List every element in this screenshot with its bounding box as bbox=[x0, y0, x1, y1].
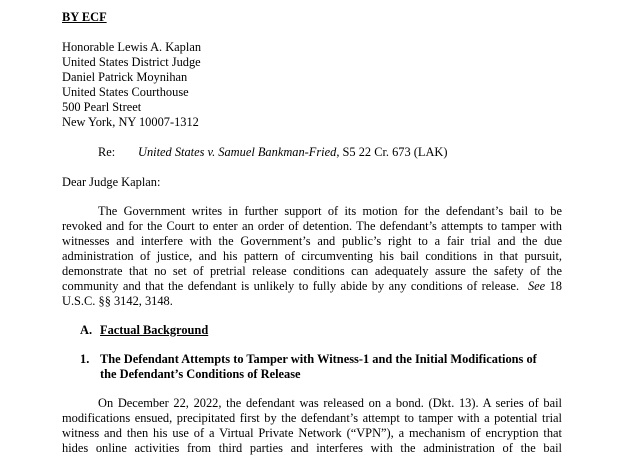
paragraph-line: revoked and for the Court to enter an order of detention. The defendant’s attempts to tamper with bbox=[62, 219, 562, 233]
address-line: New York, NY 10007-1312 bbox=[62, 115, 199, 129]
paragraph-line: The Government writes in further support of its motion for the defendant’s bail to be bbox=[98, 204, 562, 218]
section-title-line: The Defendant Attempts to Tamper with Witness-1 and the Initial Modifications of bbox=[100, 352, 537, 366]
section-title-line: the Defendant’s Conditions of Release bbox=[100, 367, 301, 381]
paragraph-line: witness and then his use of a Virtual Private Network (“VPN”), a mechanism of encryption that bbox=[62, 426, 562, 440]
see-signal: See bbox=[527, 279, 546, 293]
paragraph-text: community and that the defendant is unlikely to fully abide by any conditions of release. bbox=[62, 279, 520, 293]
address-line: United States District Judge bbox=[62, 55, 201, 69]
re-case bbox=[138, 145, 448, 160]
paragraph-line: On December 22, 2022, the defendant was released on a bond. (Dkt. 13). A series of bail bbox=[98, 396, 562, 410]
address-line: Honorable Lewis A. Kaplan bbox=[62, 40, 202, 54]
citation-line: U.S.C. §§ 3142, 3148. bbox=[62, 294, 173, 308]
paragraph-line: demonstrate that no set of pretrial release conditions can adequately assure the safety of the bbox=[62, 264, 562, 278]
paragraph-line: witnesses and interfere with the Government’s and public’s right to a fair trial and the due bbox=[62, 234, 562, 248]
delivery-method: BY ECF bbox=[62, 10, 107, 24]
re-label: Re: bbox=[98, 145, 116, 159]
case-name: United States v. Samuel Bankman-Fried bbox=[138, 145, 337, 159]
salutation: Dear Judge Kaplan: bbox=[62, 175, 161, 189]
address-line: United States Courthouse bbox=[62, 85, 189, 99]
address-line: 500 Pearl Street bbox=[62, 100, 142, 114]
paragraph-line bbox=[62, 279, 562, 294]
case-number: , S5 22 Cr. 673 (LAK) bbox=[336, 145, 448, 159]
citation-start: 18 bbox=[549, 279, 562, 293]
paragraph-line: hides online activities from third parties and interferes with the administration of the bail bbox=[62, 441, 562, 455]
section-number: 1. bbox=[80, 352, 90, 366]
paragraph-line: administration of justice, and his pattern of circumventing his bail conditions in that pursuit, bbox=[62, 249, 562, 263]
section-title: Factual Background bbox=[100, 323, 209, 337]
address-line: Daniel Patrick Moynihan bbox=[62, 70, 188, 84]
paragraph-line: modifications ensued, precipitated first by the defendant’s attempt to tamper with a potential trial bbox=[62, 411, 562, 425]
section-letter: A. bbox=[80, 323, 93, 337]
